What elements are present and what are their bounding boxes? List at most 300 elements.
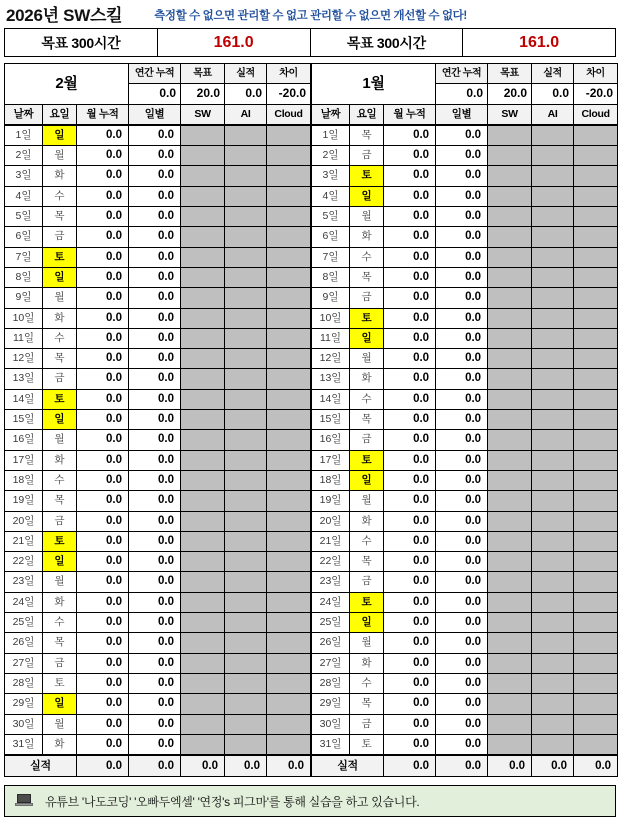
cell-sw[interactable]	[488, 531, 532, 551]
cell-ai[interactable]	[225, 247, 267, 267]
cell-cloud[interactable]	[267, 288, 311, 308]
cell-month-cumulative[interactable]: 0.0	[384, 146, 436, 166]
cell-cloud[interactable]	[574, 714, 618, 734]
cell-day-of-week[interactable]: 토	[43, 531, 77, 551]
cell-month-cumulative[interactable]: 0.0	[384, 470, 436, 490]
cell-daily[interactable]: 0.0	[436, 470, 488, 490]
cell-cloud[interactable]	[574, 592, 618, 612]
cell-sw[interactable]	[181, 633, 225, 653]
cell-date[interactable]: 9일	[312, 288, 350, 308]
cell-daily[interactable]: 0.0	[129, 592, 181, 612]
table-row[interactable]	[312, 470, 618, 490]
cell-ai[interactable]	[532, 653, 574, 673]
cell-day-of-week[interactable]: 토	[350, 592, 384, 612]
cell-month-cumulative[interactable]: 0.0	[384, 572, 436, 592]
table-row[interactable]	[312, 694, 618, 714]
cell-ai[interactable]	[532, 146, 574, 166]
cell-cloud[interactable]	[574, 531, 618, 551]
month-table-right[interactable]	[311, 63, 618, 777]
cell-date[interactable]: 13일	[312, 369, 350, 389]
table-row[interactable]	[312, 125, 618, 146]
cell-sw[interactable]	[488, 186, 532, 206]
cell-date[interactable]: 29일	[312, 694, 350, 714]
cell-day-of-week[interactable]: 일	[43, 694, 77, 714]
cell-cloud[interactable]	[267, 227, 311, 247]
cell-cloud[interactable]	[574, 308, 618, 328]
cell-month-cumulative[interactable]: 0.0	[384, 308, 436, 328]
cell-date[interactable]: 5일	[5, 207, 43, 227]
cell-cloud[interactable]	[267, 369, 311, 389]
summary-goal-cell[interactable]: 목표 300시간	[310, 29, 463, 57]
cell-daily[interactable]: 0.0	[436, 673, 488, 693]
cell-date[interactable]: 4일	[312, 186, 350, 206]
cell-daily[interactable]: 0.0	[129, 125, 181, 146]
cell-daily[interactable]: 0.0	[129, 470, 181, 490]
cell-day-of-week[interactable]: 토	[43, 389, 77, 409]
cell-cloud[interactable]	[574, 552, 618, 572]
cell-cloud[interactable]	[574, 186, 618, 206]
cell-month-cumulative[interactable]: 0.0	[384, 592, 436, 612]
cell-ai[interactable]	[225, 511, 267, 531]
cell-date[interactable]: 9일	[5, 288, 43, 308]
cell-ai[interactable]	[532, 470, 574, 490]
cell-ai[interactable]	[225, 267, 267, 287]
cell-day-of-week[interactable]: 목	[43, 491, 77, 511]
cell-cloud[interactable]	[574, 389, 618, 409]
cell-day-of-week[interactable]: 목	[350, 694, 384, 714]
cell-month-cumulative[interactable]: 0.0	[77, 633, 129, 653]
cell-ai[interactable]	[532, 125, 574, 146]
cell-date[interactable]: 6일	[312, 227, 350, 247]
cell-daily[interactable]: 0.0	[129, 694, 181, 714]
cell-ai[interactable]	[532, 511, 574, 531]
table-row[interactable]	[5, 592, 311, 612]
cell-day-of-week[interactable]: 일	[43, 267, 77, 287]
cell-ai[interactable]	[225, 389, 267, 409]
cell-date[interactable]: 23일	[312, 572, 350, 592]
cell-day-of-week[interactable]: 일	[350, 470, 384, 490]
cell-sw[interactable]	[488, 125, 532, 146]
cell-daily[interactable]: 0.0	[436, 653, 488, 673]
cell-daily[interactable]: 0.0	[129, 531, 181, 551]
cell-date[interactable]: 7일	[5, 247, 43, 267]
table-row[interactable]	[5, 267, 311, 287]
cell-month-cumulative[interactable]: 0.0	[384, 288, 436, 308]
cell-date[interactable]: 18일	[312, 470, 350, 490]
cell-cloud[interactable]	[267, 694, 311, 714]
cell-daily[interactable]: 0.0	[436, 633, 488, 653]
cell-day-of-week[interactable]: 월	[350, 633, 384, 653]
table-row[interactable]	[5, 714, 311, 734]
cell-day-of-week[interactable]: 금	[43, 227, 77, 247]
table-row[interactable]	[312, 267, 618, 287]
cell-daily[interactable]: 0.0	[129, 369, 181, 389]
table-row[interactable]	[312, 146, 618, 166]
cell-date[interactable]: 10일	[5, 308, 43, 328]
cell-cloud[interactable]	[267, 734, 311, 755]
cell-sw[interactable]	[488, 470, 532, 490]
cell-day-of-week[interactable]: 목	[350, 125, 384, 146]
table-row[interactable]	[312, 430, 618, 450]
cell-sw[interactable]	[181, 308, 225, 328]
cell-daily[interactable]: 0.0	[436, 186, 488, 206]
cell-cloud[interactable]	[574, 207, 618, 227]
cell-day-of-week[interactable]: 일	[43, 125, 77, 146]
cell-day-of-week[interactable]: 토	[350, 308, 384, 328]
cell-daily[interactable]: 0.0	[129, 613, 181, 633]
cell-cloud[interactable]	[267, 349, 311, 369]
table-row[interactable]	[312, 491, 618, 511]
cell-sw[interactable]	[181, 369, 225, 389]
cell-ai[interactable]	[225, 450, 267, 470]
cell-day-of-week[interactable]: 화	[350, 511, 384, 531]
cell-month-cumulative[interactable]: 0.0	[384, 328, 436, 348]
cell-ai[interactable]	[225, 308, 267, 328]
table-row[interactable]	[312, 592, 618, 612]
cell-date[interactable]: 4일	[5, 186, 43, 206]
cell-day-of-week[interactable]: 수	[43, 470, 77, 490]
cell-cloud[interactable]	[574, 694, 618, 714]
table-row[interactable]	[5, 328, 311, 348]
cell-date[interactable]: 15일	[5, 410, 43, 430]
cell-day-of-week[interactable]: 토	[350, 450, 384, 470]
cell-month-cumulative[interactable]: 0.0	[77, 511, 129, 531]
cell-day-of-week[interactable]: 수	[350, 247, 384, 267]
cell-sw[interactable]	[488, 714, 532, 734]
cell-date[interactable]: 11일	[312, 328, 350, 348]
table-row[interactable]	[312, 247, 618, 267]
cell-sw[interactable]	[488, 694, 532, 714]
cell-daily[interactable]: 0.0	[436, 227, 488, 247]
cell-date[interactable]: 8일	[5, 267, 43, 287]
cell-daily[interactable]: 0.0	[129, 430, 181, 450]
cell-ai[interactable]	[225, 714, 267, 734]
table-row[interactable]	[312, 552, 618, 572]
cell-month-cumulative[interactable]: 0.0	[77, 430, 129, 450]
cell-daily[interactable]: 0.0	[129, 288, 181, 308]
cell-month-cumulative[interactable]: 0.0	[384, 633, 436, 653]
cell-day-of-week[interactable]: 목	[350, 410, 384, 430]
table-row[interactable]	[312, 369, 618, 389]
table-row[interactable]	[312, 531, 618, 551]
cell-cloud[interactable]	[267, 125, 311, 146]
cell-day-of-week[interactable]: 일	[350, 613, 384, 633]
cell-day-of-week[interactable]: 월	[43, 714, 77, 734]
cell-date[interactable]: 23일	[5, 572, 43, 592]
cell-sw[interactable]	[181, 653, 225, 673]
table-row[interactable]	[5, 470, 311, 490]
cell-day-of-week[interactable]: 화	[43, 734, 77, 755]
cell-month-cumulative[interactable]: 0.0	[77, 450, 129, 470]
cell-daily[interactable]: 0.0	[436, 166, 488, 186]
cell-ai[interactable]	[225, 186, 267, 206]
cell-date[interactable]: 19일	[312, 491, 350, 511]
cell-cloud[interactable]	[574, 125, 618, 146]
cell-sw[interactable]	[181, 267, 225, 287]
cell-date[interactable]: 26일	[5, 633, 43, 653]
cell-day-of-week[interactable]: 화	[43, 592, 77, 612]
cell-daily[interactable]: 0.0	[436, 125, 488, 146]
table-row[interactable]	[312, 227, 618, 247]
cell-sw[interactable]	[181, 694, 225, 714]
cell-sw[interactable]	[488, 450, 532, 470]
table-row[interactable]	[5, 694, 311, 714]
cell-sw[interactable]	[488, 207, 532, 227]
cell-cloud[interactable]	[574, 491, 618, 511]
cell-sw[interactable]	[488, 267, 532, 287]
cell-sw[interactable]	[181, 349, 225, 369]
cell-date[interactable]: 20일	[5, 511, 43, 531]
cell-sw[interactable]	[181, 430, 225, 450]
cell-month-cumulative[interactable]: 0.0	[77, 146, 129, 166]
cell-sw[interactable]	[488, 308, 532, 328]
table-row[interactable]	[5, 146, 311, 166]
cell-date[interactable]: 30일	[312, 714, 350, 734]
cell-date[interactable]: 28일	[312, 673, 350, 693]
cell-date[interactable]: 13일	[5, 369, 43, 389]
cell-daily[interactable]: 0.0	[436, 267, 488, 287]
cell-day-of-week[interactable]: 토	[350, 734, 384, 755]
cell-day-of-week[interactable]: 목	[43, 207, 77, 227]
cell-sw[interactable]	[181, 714, 225, 734]
cell-month-cumulative[interactable]: 0.0	[384, 227, 436, 247]
cell-sw[interactable]	[488, 673, 532, 693]
cell-daily[interactable]: 0.0	[436, 410, 488, 430]
cell-cloud[interactable]	[267, 653, 311, 673]
table-row[interactable]	[5, 308, 311, 328]
cell-date[interactable]: 19일	[5, 491, 43, 511]
cell-month-cumulative[interactable]: 0.0	[77, 491, 129, 511]
cell-daily[interactable]: 0.0	[129, 572, 181, 592]
cell-date[interactable]: 31일	[312, 734, 350, 755]
cell-month-cumulative[interactable]: 0.0	[77, 470, 129, 490]
cell-date[interactable]: 2일	[312, 146, 350, 166]
cell-sw[interactable]	[488, 633, 532, 653]
cell-sw[interactable]	[181, 572, 225, 592]
cell-month-cumulative[interactable]: 0.0	[77, 673, 129, 693]
cell-month-cumulative[interactable]: 0.0	[384, 613, 436, 633]
cell-sw[interactable]	[488, 592, 532, 612]
cell-sw[interactable]	[488, 572, 532, 592]
cell-daily[interactable]: 0.0	[129, 166, 181, 186]
cell-day-of-week[interactable]: 수	[43, 328, 77, 348]
cell-sw[interactable]	[488, 328, 532, 348]
cell-ai[interactable]	[532, 410, 574, 430]
cell-month-cumulative[interactable]: 0.0	[77, 613, 129, 633]
cell-month-cumulative[interactable]: 0.0	[77, 572, 129, 592]
cell-daily[interactable]: 0.0	[436, 207, 488, 227]
cell-cloud[interactable]	[267, 166, 311, 186]
cell-date[interactable]: 16일	[5, 430, 43, 450]
cell-sw[interactable]	[488, 369, 532, 389]
cell-day-of-week[interactable]: 월	[43, 146, 77, 166]
cell-day-of-week[interactable]: 화	[350, 227, 384, 247]
cell-date[interactable]: 31일	[5, 734, 43, 755]
cell-daily[interactable]: 0.0	[436, 389, 488, 409]
cell-ai[interactable]	[532, 450, 574, 470]
cell-cloud[interactable]	[267, 531, 311, 551]
cell-ai[interactable]	[532, 207, 574, 227]
cell-cloud[interactable]	[267, 450, 311, 470]
cell-date[interactable]: 22일	[5, 552, 43, 572]
cell-month-cumulative[interactable]: 0.0	[77, 653, 129, 673]
cell-date[interactable]: 15일	[312, 410, 350, 430]
cell-day-of-week[interactable]: 금	[350, 714, 384, 734]
cell-month-cumulative[interactable]: 0.0	[384, 369, 436, 389]
cell-ai[interactable]	[225, 491, 267, 511]
table-row[interactable]	[5, 633, 311, 653]
cell-ai[interactable]	[532, 166, 574, 186]
cell-cloud[interactable]	[267, 714, 311, 734]
cell-cloud[interactable]	[574, 450, 618, 470]
cell-day-of-week[interactable]: 금	[43, 511, 77, 531]
cell-ai[interactable]	[225, 552, 267, 572]
cell-sw[interactable]	[488, 653, 532, 673]
cell-cloud[interactable]	[267, 613, 311, 633]
cell-day-of-week[interactable]: 일	[43, 552, 77, 572]
cell-cloud[interactable]	[267, 491, 311, 511]
cell-date[interactable]: 14일	[5, 389, 43, 409]
cell-month-cumulative[interactable]: 0.0	[384, 349, 436, 369]
cell-ai[interactable]	[532, 267, 574, 287]
cell-ai[interactable]	[225, 613, 267, 633]
cell-day-of-week[interactable]: 금	[43, 369, 77, 389]
cell-date[interactable]: 6일	[5, 227, 43, 247]
cell-day-of-week[interactable]: 수	[43, 613, 77, 633]
cell-sw[interactable]	[181, 673, 225, 693]
cell-month-cumulative[interactable]: 0.0	[384, 186, 436, 206]
cell-daily[interactable]: 0.0	[436, 288, 488, 308]
table-row[interactable]	[5, 552, 311, 572]
table-row[interactable]	[5, 572, 311, 592]
cell-month-cumulative[interactable]: 0.0	[384, 531, 436, 551]
cell-month-cumulative[interactable]: 0.0	[384, 450, 436, 470]
cell-ai[interactable]	[225, 410, 267, 430]
table-row[interactable]	[312, 410, 618, 430]
cell-day-of-week[interactable]: 목	[350, 552, 384, 572]
cell-ai[interactable]	[225, 673, 267, 693]
cell-daily[interactable]: 0.0	[129, 410, 181, 430]
cell-month-cumulative[interactable]: 0.0	[384, 430, 436, 450]
cell-daily[interactable]: 0.0	[436, 552, 488, 572]
table-row[interactable]	[312, 673, 618, 693]
cell-daily[interactable]: 0.0	[129, 450, 181, 470]
cell-cloud[interactable]	[574, 613, 618, 633]
cell-ai[interactable]	[225, 349, 267, 369]
cell-cloud[interactable]	[574, 328, 618, 348]
cell-sw[interactable]	[488, 166, 532, 186]
cell-daily[interactable]: 0.0	[129, 328, 181, 348]
cell-day-of-week[interactable]: 토	[350, 166, 384, 186]
cell-month-cumulative[interactable]: 0.0	[77, 369, 129, 389]
cell-sw[interactable]	[181, 247, 225, 267]
cell-daily[interactable]: 0.0	[129, 673, 181, 693]
cell-ai[interactable]	[532, 247, 574, 267]
table-row[interactable]	[5, 450, 311, 470]
cell-month-cumulative[interactable]: 0.0	[77, 288, 129, 308]
cell-ai[interactable]	[225, 227, 267, 247]
cell-ai[interactable]	[225, 653, 267, 673]
cell-month-cumulative[interactable]: 0.0	[77, 227, 129, 247]
cell-cloud[interactable]	[267, 308, 311, 328]
cell-date[interactable]: 11일	[5, 328, 43, 348]
cell-daily[interactable]: 0.0	[129, 491, 181, 511]
cell-ai[interactable]	[532, 552, 574, 572]
cell-cloud[interactable]	[267, 146, 311, 166]
cell-date[interactable]: 29일	[5, 694, 43, 714]
cell-day-of-week[interactable]: 금	[350, 430, 384, 450]
cell-sw[interactable]	[488, 491, 532, 511]
cell-date[interactable]: 26일	[312, 633, 350, 653]
cell-date[interactable]: 30일	[5, 714, 43, 734]
cell-month-cumulative[interactable]: 0.0	[77, 592, 129, 612]
table-row[interactable]	[5, 613, 311, 633]
cell-daily[interactable]: 0.0	[436, 308, 488, 328]
cell-date[interactable]: 22일	[312, 552, 350, 572]
cell-date[interactable]: 1일	[312, 125, 350, 146]
cell-ai[interactable]	[532, 592, 574, 612]
cell-cloud[interactable]	[267, 267, 311, 287]
summary-value-cell[interactable]: 161.0	[157, 29, 310, 57]
cell-day-of-week[interactable]: 화	[43, 166, 77, 186]
cell-sw[interactable]	[488, 288, 532, 308]
cell-month-cumulative[interactable]: 0.0	[77, 267, 129, 287]
cell-sw[interactable]	[181, 389, 225, 409]
cell-sw[interactable]	[488, 430, 532, 450]
cell-sw[interactable]	[181, 491, 225, 511]
cell-ai[interactable]	[225, 146, 267, 166]
table-row[interactable]	[5, 227, 311, 247]
cell-sw[interactable]	[181, 410, 225, 430]
cell-daily[interactable]: 0.0	[436, 491, 488, 511]
table-row[interactable]	[312, 714, 618, 734]
cell-ai[interactable]	[225, 288, 267, 308]
cell-daily[interactable]: 0.0	[129, 146, 181, 166]
cell-ai[interactable]	[225, 369, 267, 389]
cell-cloud[interactable]	[267, 430, 311, 450]
cell-date[interactable]: 20일	[312, 511, 350, 531]
cell-day-of-week[interactable]: 목	[43, 349, 77, 369]
cell-sw[interactable]	[181, 146, 225, 166]
cell-cloud[interactable]	[267, 207, 311, 227]
cell-sw[interactable]	[181, 227, 225, 247]
table-row[interactable]	[312, 389, 618, 409]
cell-daily[interactable]: 0.0	[129, 267, 181, 287]
cell-sw[interactable]	[488, 552, 532, 572]
cell-daily[interactable]: 0.0	[436, 349, 488, 369]
cell-sw[interactable]	[181, 552, 225, 572]
cell-date[interactable]: 27일	[5, 653, 43, 673]
cell-cloud[interactable]	[574, 349, 618, 369]
cell-sw[interactable]	[488, 613, 532, 633]
cell-ai[interactable]	[225, 572, 267, 592]
cell-day-of-week[interactable]: 토	[43, 247, 77, 267]
cell-daily[interactable]: 0.0	[129, 227, 181, 247]
cell-ai[interactable]	[225, 470, 267, 490]
cell-month-cumulative[interactable]: 0.0	[77, 734, 129, 755]
cell-sw[interactable]	[488, 146, 532, 166]
cell-month-cumulative[interactable]: 0.0	[384, 389, 436, 409]
cell-daily[interactable]: 0.0	[129, 734, 181, 755]
cell-month-cumulative[interactable]: 0.0	[384, 166, 436, 186]
cell-day-of-week[interactable]: 월	[350, 491, 384, 511]
table-row[interactable]	[312, 186, 618, 206]
cell-ai[interactable]	[225, 328, 267, 348]
cell-cloud[interactable]	[267, 511, 311, 531]
table-row[interactable]	[5, 207, 311, 227]
cell-cloud[interactable]	[267, 673, 311, 693]
cell-month-cumulative[interactable]: 0.0	[77, 207, 129, 227]
